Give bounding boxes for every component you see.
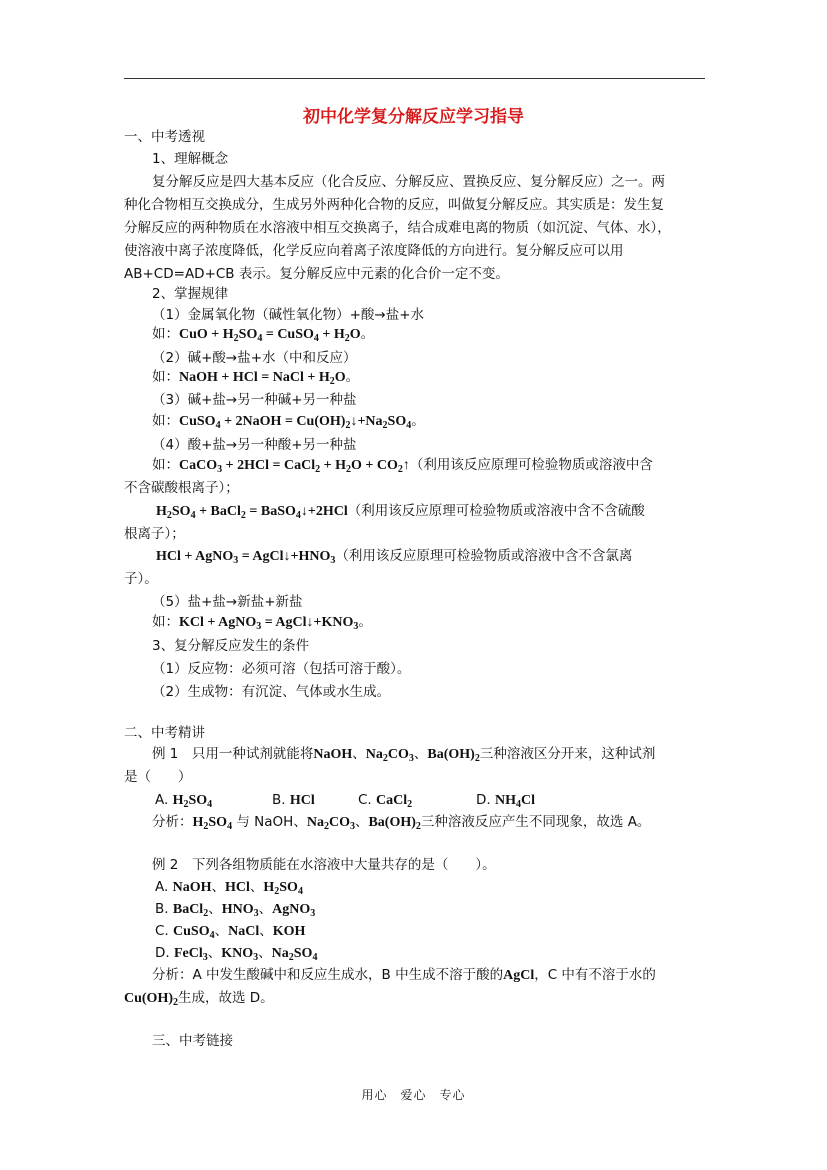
paragraph-line: 分解反应的两种物质在水溶液中相互交换离子，结合成难电离的物质（如沉淀、气体、水）， xyxy=(124,220,671,236)
section-1-heading: 一、中考透视 xyxy=(124,129,205,145)
rule-1: （1）金属氧化物（碱性氧化物）+酸→盐+水 xyxy=(152,307,425,323)
section-3-heading: 三、中考链接 xyxy=(152,1033,233,1049)
note-line: 根离子）； xyxy=(124,526,185,542)
condition-2: （2）生成物：有沉淀、气体或水生成。 xyxy=(152,684,391,700)
header-rule xyxy=(124,78,705,79)
rule-2: （2）碱+酸→盐+水（中和反应） xyxy=(152,350,357,366)
rule-4: （4）酸+盐→另一种酸+另一种盐 xyxy=(152,437,357,453)
paragraph-line: AB+CD=AD+CB 表示。复分解反应中元素的化合价一定不变。 xyxy=(124,266,509,282)
option-c: C. CaCl$_2$ xyxy=(358,792,413,810)
example-question-1-cont: 是（ ） xyxy=(124,769,192,785)
equation: NaOH + HCl = NaCl + $H_2O$ xyxy=(179,370,346,387)
option-d: D. FeCl$_3$、$KNO_3$、$Na_2SO_4$ xyxy=(155,945,318,963)
option-d: D. $NH_4Cl$ xyxy=(476,792,535,810)
example-2: 如：NaOH + HCl = NaCl + $H_2O$。 xyxy=(152,369,360,387)
analysis-1: 分析：$H_2SO_4$ 与 NaOH、$Na_2CO_3$、$Ba(OH)_2$三种溶液反应产生不同现象，故选 A。 xyxy=(152,814,651,832)
equation: KCl + AgNO$_3$ = $AgCl↓+KNO_3$ xyxy=(179,615,359,632)
note-line: 子）。 xyxy=(124,571,158,587)
condition-1: （1）反应物：必须可溶（包括可溶于酸）。 xyxy=(152,661,411,677)
example-4a: 如：CaCO$_3$ + 2HCl = CaCl$_2$ + $H_2O$ + $CO_2↑$（利用该反应原理可检验物质或溶液中含 xyxy=(152,457,653,475)
example-3: 如：CuSO$_4$ + 2NaOH = $Cu(OH)_2↓+Na_2SO_4$。 xyxy=(152,413,425,431)
equation: $H_2SO_4$ + BaCl$_2$ = BaSO$_4$↓+2HCl xyxy=(156,504,348,521)
example-question-1: 例 1 只用一种试剂就能将NaOH、$Na_2CO_3$、$Ba(OH)_2$三种溶液区分开来，这种试剂 xyxy=(152,746,656,764)
paragraph-line: 使溶液中离子浓度降低，化学反应向着离子浓度降低的方向进行。复分解反应可以用 xyxy=(124,243,624,259)
option-a: A. NaOH、HCl、$H_2SO_4$ xyxy=(155,879,303,897)
option-a: A. $H_2SO_4$ xyxy=(155,792,213,810)
note-line: 不含碳酸根离子）； xyxy=(124,480,239,496)
example-question-2: 例 2 下列各组物质能在水溶液中大量共存的是（ ）。 xyxy=(152,857,496,873)
page-title: 初中化学复分解反应学习指导 xyxy=(303,107,524,127)
paragraph-line: 复分解反应是四大基本反应（化合反应、分解反应、置换反应、复分解反应）之一。两 xyxy=(152,174,665,190)
rule-5: （5）盐+盐→新盐+新盐 xyxy=(152,594,303,610)
equation: HCl + AgNO$_3$ = $AgCl↓+HNO_3$ xyxy=(156,549,336,566)
subsection-2-heading: 2、掌握规律 xyxy=(152,286,229,302)
example-1: 如：CuO + $H_2SO_4$ = CuSO$_4$ + $H_2O$。 xyxy=(152,326,375,344)
option-b: B. BaCl$_2$、$HNO_3$、AgNO$_3$ xyxy=(155,901,316,919)
example-4b: $H_2SO_4$ + BaCl$_2$ = BaSO$_4$↓+2HCl（利用该反应原理可检验物质或溶液中含不含硫酸 xyxy=(156,503,645,521)
section-2-heading: 二、中考精讲 xyxy=(124,725,205,741)
equation: CaCO$_3$ + 2HCl = CaCl$_2$ + $H_2O$ + $CO_2↑$ xyxy=(179,458,410,475)
rule-3: （3）碱+盐→另一种碱+另一种盐 xyxy=(152,392,357,408)
option-b: B. HCl xyxy=(272,792,315,808)
analysis-2-cont: $Cu(OH)_2$生成，故选 D。 xyxy=(124,990,274,1008)
equation: CuSO$_4$ + 2NaOH = $Cu(OH)_2↓+Na_2SO_4$ xyxy=(179,414,412,431)
subsection-1-heading: 1、理解概念 xyxy=(152,151,229,167)
equation: CuO + $H_2SO_4$ = CuSO$_4$ + $H_2O$ xyxy=(179,327,361,344)
subsection-3-heading: 3、复分解反应发生的条件 xyxy=(152,638,310,654)
example-4c: HCl + AgNO$_3$ = $AgCl↓+HNO_3$（利用该反应原理可检验物质或溶液中含不含氯离 xyxy=(156,548,633,566)
page-footer: 用心 爱心 专心 xyxy=(361,1088,466,1102)
analysis-2: 分析：A 中发生酸碱中和反应生成水，B 中生成不溶于酸的AgCl，C 中有不溶于水的 xyxy=(152,967,656,983)
option-c: C. CuSO$_4$、NaCl、KOH xyxy=(155,923,306,941)
example-5: 如：KCl + AgNO$_3$ = $AgCl↓+KNO_3$。 xyxy=(152,614,372,632)
paragraph-line: 种化合物相互交换成分，生成另外两种化合物的反应，叫做复分解反应。其实质是：发生复 xyxy=(124,197,664,213)
